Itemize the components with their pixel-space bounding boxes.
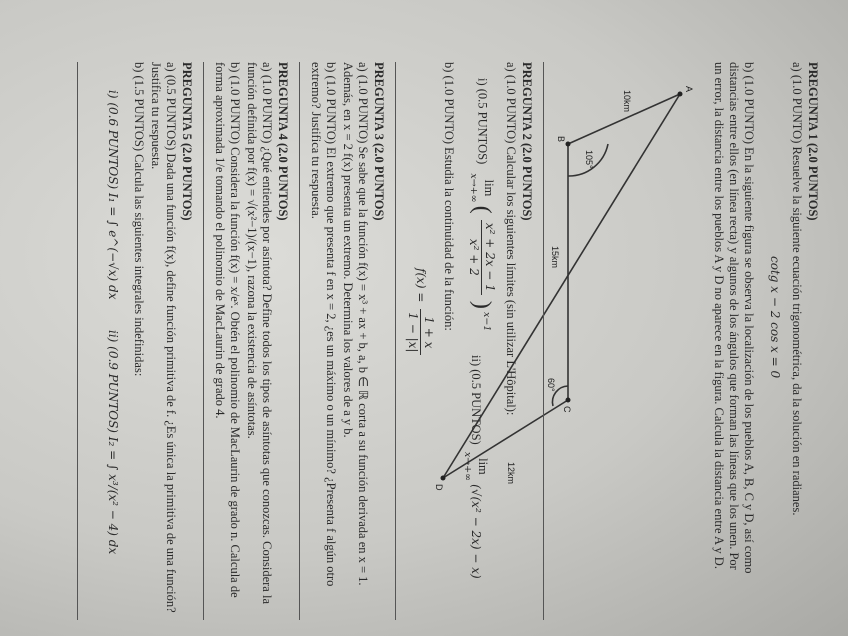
point-a: [678, 92, 683, 97]
question-2-title: PREGUNTA 2 (2.0 PUNTOS): [520, 62, 534, 221]
limit-i-numerator: x² + 2x − 1: [481, 220, 497, 295]
label-cd: 12km: [506, 462, 516, 485]
label-d: D: [434, 484, 444, 491]
limit-i-exponent: x−1: [480, 312, 492, 332]
question-2b-text: b) (1.0 PUNTO) Estudia la continuidad de la función:: [442, 62, 456, 331]
limit-ii-sub: x→+∞: [462, 451, 473, 482]
question-5b-text: b) (1.5 PUNTOS) Calcula las siguientes integrales indefinidas:: [132, 62, 146, 377]
label-ab: 10km: [622, 90, 632, 113]
limit-ii-lim: lim: [476, 458, 490, 475]
question-1-equation: cotg x − 2 cos x = 0: [768, 256, 782, 379]
point-b: [566, 142, 571, 147]
limit-ii: [460, 355, 490, 579]
label-a: A: [684, 86, 694, 93]
limit-i-denominator: x² + 2: [467, 238, 481, 276]
divider-5: [77, 62, 78, 620]
label-c: C: [562, 406, 572, 413]
label-angle-c: 60°: [546, 378, 556, 392]
integral-i: i) (0.6 PUNTOS) I₁ = ∫ e^(−√x) dx: [106, 90, 120, 300]
label-bc: 15km: [550, 246, 560, 269]
question-2a-text: a) (1.0 PUNTO) Calcular los siguientes límites (sin utilizar L'Hôpital):: [504, 62, 518, 416]
question-4b-text: b) (1.0 PUNTO) Considera la función f(x) = x/eˣ. Obtén el polinomio de MacLaurin de grado n. Calcula de forma aproximada 1/e tomando el polinomio de MacLaurin de grado 4.: [213, 62, 242, 598]
point-c: [566, 398, 571, 403]
question-1b-text: b) (1.0 PUNTO) En la siguiente figura se observa la localización de los pueblos A, B, C y D, así como distancias entre ellos (en línea recta) y algunos de los ángulos que forman las líneas que los unen. Por un error, la distancia entre los pueblos A y D no aparece en la figura. Calcula la distancia entre A y D.: [712, 62, 756, 574]
limit-ii-expression: (√(x² − 2x) − x): [469, 484, 484, 579]
divider-2: [395, 62, 396, 620]
divider-1: [543, 62, 544, 620]
limit-ii-label: ii) (0.5 PUNTOS): [469, 355, 484, 445]
point-d: [441, 476, 446, 481]
limit-i-label: i) (0.5 PUNTOS): [475, 78, 490, 165]
label-b: B: [556, 136, 566, 143]
function-continuity: f(x) = 1 + x 1 − |x|: [405, 268, 436, 358]
question-3b-text: b) (1.0 PUNTO) El extremo que presenta f en x = 2, ¿es un máximo o un mínimo? ¿Presenta f algún otro extremo? Justifica tu respuesta.: [309, 62, 338, 587]
limit-i: i) (0.5 PUNTOS) lim x→+∞ ( x² + 2x − 1 x² + 2 ) $^{x-1}$: [467, 78, 497, 332]
question-4-title: PREGUNTA 4 (2.0 PUNTOS): [276, 62, 290, 221]
question-3-title: PREGUNTA 3 (2.0 PUNTOS): [372, 62, 386, 221]
label-angle-b: 105°: [584, 150, 594, 169]
continuity-denominator: 1 − |x|: [406, 312, 420, 353]
question-1-title: PREGUNTA 1 (2.0 PUNTOS): [806, 62, 820, 221]
question-3a-text: a) (1.0 PUNTO) Se sabe que la función f(x) = x³ + ax + b, a, b ∈ ℝ corta a su función derivada en x = 1. Además, en x = 2 f(x) presenta un extremo. Determina los valores de a y b.: [341, 62, 370, 586]
question-5a-text: a) (0.5 PUNTOS) Dada una función f(x), define función primitiva de f. ¿Es única la primitiva de una función? Justifica tu respuesta.: [149, 62, 178, 613]
question-1a-text: a) (1.0 PUNTO) Resuelve la siguiente ecuación trigonométrica, da la solución en radianes.: [790, 62, 804, 516]
continuity-numerator: 1 + x: [420, 309, 436, 355]
divider-3: [299, 62, 300, 620]
question-5-title: PREGUNTA 5 (2.0 PUNTOS): [180, 62, 194, 221]
question-4a-text: a) (1.0 PUNTO) ¿Qué entiendes por asíntota? Define todos los tipos de asíntotas que conozcas. Considera la función definida por f(x) = √(x²−1)/(x−1), razona la existencia de asíntotas.: [245, 62, 274, 604]
divider-4: [203, 62, 204, 620]
integral-ii: ii) (0.9 PUNTOS) I₂ = ∫ x³/(x² − 4) dx: [106, 330, 120, 555]
limit-i-lim: lim: [482, 179, 497, 197]
limit-i-sub: x→+∞: [468, 173, 480, 203]
